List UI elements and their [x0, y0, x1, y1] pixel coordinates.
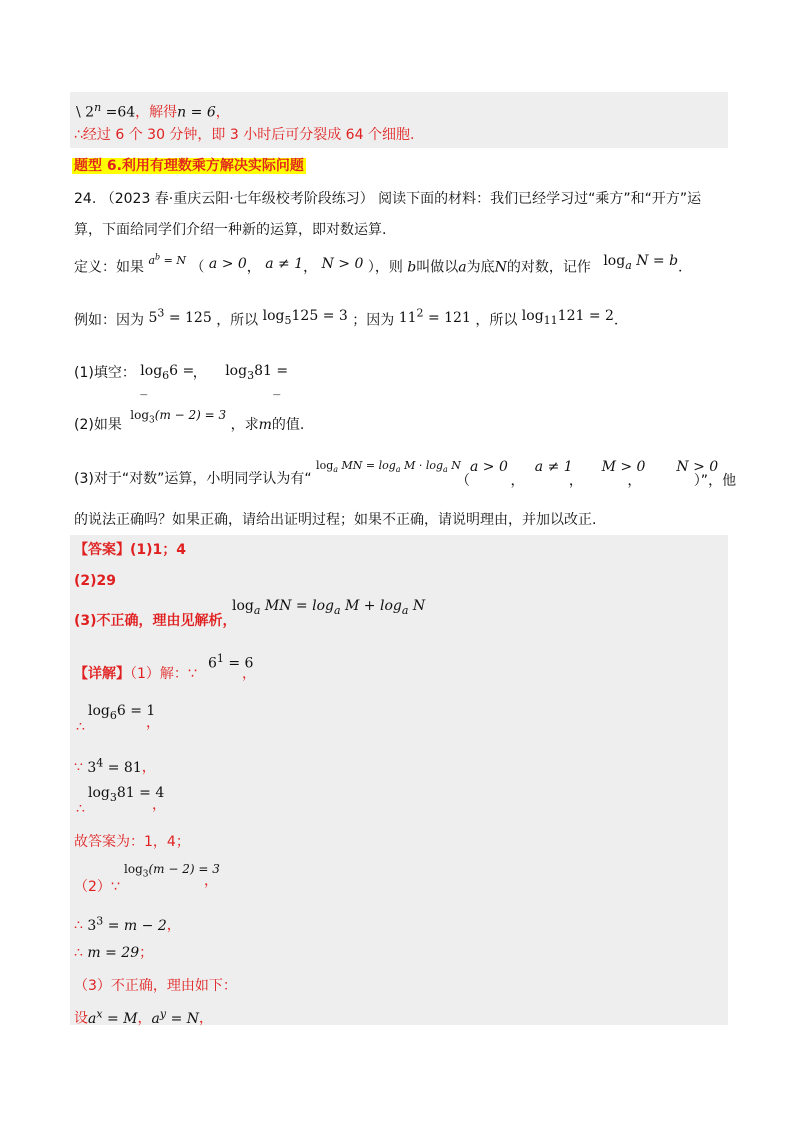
detail-l4-end: ，: [152, 797, 166, 813]
question-1: [74, 363, 289, 396]
detail-line-8: [74, 944, 153, 962]
detail-l8-eq: m = 29: [87, 945, 140, 961]
ex-end: .: [613, 312, 619, 329]
q3-eq: loga MN = loga M · loga N: [316, 459, 461, 475]
detail-l2-eq: $\log_66 = 1$: [88, 703, 156, 722]
def-a: a: [458, 259, 467, 276]
top-line-1: [76, 99, 230, 122]
def-eq: ab = N: [148, 252, 186, 267]
q3-c2: a ≠ 1: [534, 459, 573, 475]
question-3-separators: （ ， ， ， ）”，他: [456, 473, 737, 489]
problem-intro-b: 算，下面给同学们介绍一种新的运算，即对数运算.: [74, 222, 387, 238]
answer-3: (3)不正确，理由见解析，: [74, 613, 237, 629]
detail-l2: ∴: [76, 719, 85, 735]
answer-2: (2)29: [74, 573, 117, 589]
def-cond1: a > 0: [208, 255, 247, 272]
detail-l3-end: ，: [141, 759, 156, 776]
top-line-1-sup: n: [94, 101, 102, 114]
q2-end2: 的值.: [271, 417, 305, 433]
q1-label: (1)填空：: [74, 365, 136, 381]
q1-blank-b: _: [273, 380, 281, 396]
top-line-1-eq: =64: [101, 104, 136, 121]
top-line-1-end: ，: [215, 104, 230, 121]
def-cond2: a ≠ 1: [265, 255, 304, 272]
q3-c3: M > 0: [601, 459, 646, 475]
top-line-2: ∴经过 6 个 30 分钟，即 3 小时后可分裂成 64 个细胞.: [74, 127, 415, 143]
section-heading-text: 题型 6.利用有理数乘方解决实际问题: [74, 158, 304, 174]
detail-l7-eq: $3^3 = m - 2$: [87, 914, 167, 934]
q3-label: (3)对于“对数”运算，小明同学认为有“: [74, 471, 312, 487]
def-log: $\log_a N = b$: [603, 252, 679, 272]
q2-label: (2)如果: [74, 417, 122, 433]
question-2: [74, 408, 305, 439]
top-line-1-rest: ，解得: [135, 104, 178, 121]
detail-l5: 故答案为：1，4；: [74, 834, 190, 850]
def-text2: 叫做以: [416, 259, 459, 276]
q2-end: ，求: [230, 417, 259, 433]
problem-intro-a: 阅读下面的材料：我们已经学习过“乘方”和“开方”运: [378, 191, 702, 207]
example-line: [74, 307, 618, 334]
q3-c1: a > 0: [470, 459, 508, 475]
detail-l6-end: ，: [204, 873, 218, 889]
detail-l6-eq: $\log_3(m - 2) = 3$: [124, 862, 220, 880]
problem-source: （2023 春·重庆云阳·七年级校考阶段练习）: [100, 191, 374, 207]
detail-l3: ∵: [74, 759, 83, 776]
def-b: b: [407, 259, 417, 276]
detail-line-10: [74, 1005, 213, 1028]
question-3-line-2: 的说法正确吗？如果正确，请给出证明过程；如果不正确，请说明理由，并加以改正.: [74, 512, 597, 528]
detail-l4-eq: $\log_381 = 4$: [88, 785, 165, 804]
q2-m: m: [258, 417, 272, 433]
q3-c4: N > 0: [676, 459, 719, 475]
detail-l10-comma: ，: [137, 1010, 152, 1027]
detail-l7-end: ，: [166, 917, 181, 934]
detail-l7: ∴: [74, 917, 83, 934]
ex-label: 例如：因为: [74, 312, 144, 329]
problem-line-1: [74, 190, 701, 208]
q3-paren: （: [456, 473, 470, 489]
def-text4: 的对数，记作: [506, 259, 591, 276]
def-end: .: [678, 259, 683, 276]
def-label: 定义：如果: [74, 259, 144, 276]
definition-line: 定义：如果 $^{a^b = N}$ （ a > 0， a ≠ 1， N > 0 ），则 b叫做以a为底N的对数，记作 $\log_a N = b$.: [74, 252, 683, 276]
def-text3: 为底: [466, 259, 495, 276]
ex-eq3: $11^2 = 121$: [398, 306, 471, 326]
detail-l1: （1）解：∵: [130, 666, 197, 682]
q2-eq: $\log_3(m - 2) = 3$: [130, 408, 227, 426]
q1-comma: ，: [192, 365, 207, 381]
detail-label: 【详解】: [74, 666, 130, 682]
ex-so2: ，所以: [475, 312, 518, 329]
def-N: N: [494, 259, 507, 276]
detail-line-3: [74, 754, 156, 777]
detail-line-7: [74, 912, 181, 935]
detail-l10-end: ，: [199, 1010, 214, 1027]
answer-label: 【答案】: [74, 542, 130, 558]
ex-so1: ，所以: [216, 312, 259, 329]
ex-because2: ；因为: [352, 312, 395, 329]
ex-eq1: $5^3 = 125$: [148, 306, 212, 326]
detail-l10-eq2: $a^y = N$: [151, 1007, 200, 1027]
def-paren-close: ），则: [367, 259, 403, 276]
answer-1: (1)1；4: [130, 542, 187, 558]
problem-number: 24.: [74, 191, 97, 207]
answer-3-eq: $\log_a$ MN = $\log_a M + \log_a N$: [232, 598, 426, 617]
answer-line-3: [74, 612, 237, 630]
q1-a: $\log_66$ =: [140, 363, 195, 382]
detail-l8: ∴: [74, 945, 83, 961]
ex-eq4: $\log_{11}121 = 2$: [521, 307, 614, 327]
def-paren-open: （: [190, 259, 205, 276]
detail-l4: ∴: [76, 801, 85, 817]
detail-l6: （2）∵: [74, 879, 120, 895]
top-line-1-prefix: \ 2: [76, 104, 95, 121]
detail-l1-end: ，: [242, 666, 256, 682]
detail-l1-eq: $6^1 = 6$: [208, 652, 254, 672]
section-heading: [72, 155, 306, 176]
detail-l10-eq1: $a^x = M$: [88, 1007, 138, 1027]
ex-eq2: $\log_5125 = 3$: [262, 307, 348, 327]
answer-line-1: [74, 541, 186, 559]
detail-line-1: [74, 665, 197, 683]
detail-l8-end: ；: [139, 945, 154, 961]
detail-l2-end: ，: [146, 715, 160, 731]
q1-blank-a: _: [140, 380, 148, 396]
q3-close: ）”，他: [693, 473, 737, 489]
top-line-1-n: n = 6: [177, 104, 216, 121]
detail-l3-eq: $3^4 = 81$: [87, 756, 142, 776]
detail-l10: 设: [74, 1010, 88, 1027]
detail-l9: （3）不正确，理由如下：: [74, 978, 237, 994]
q1-b: $\log_381$ =: [225, 363, 289, 382]
def-cond3: N > 0: [321, 255, 364, 272]
